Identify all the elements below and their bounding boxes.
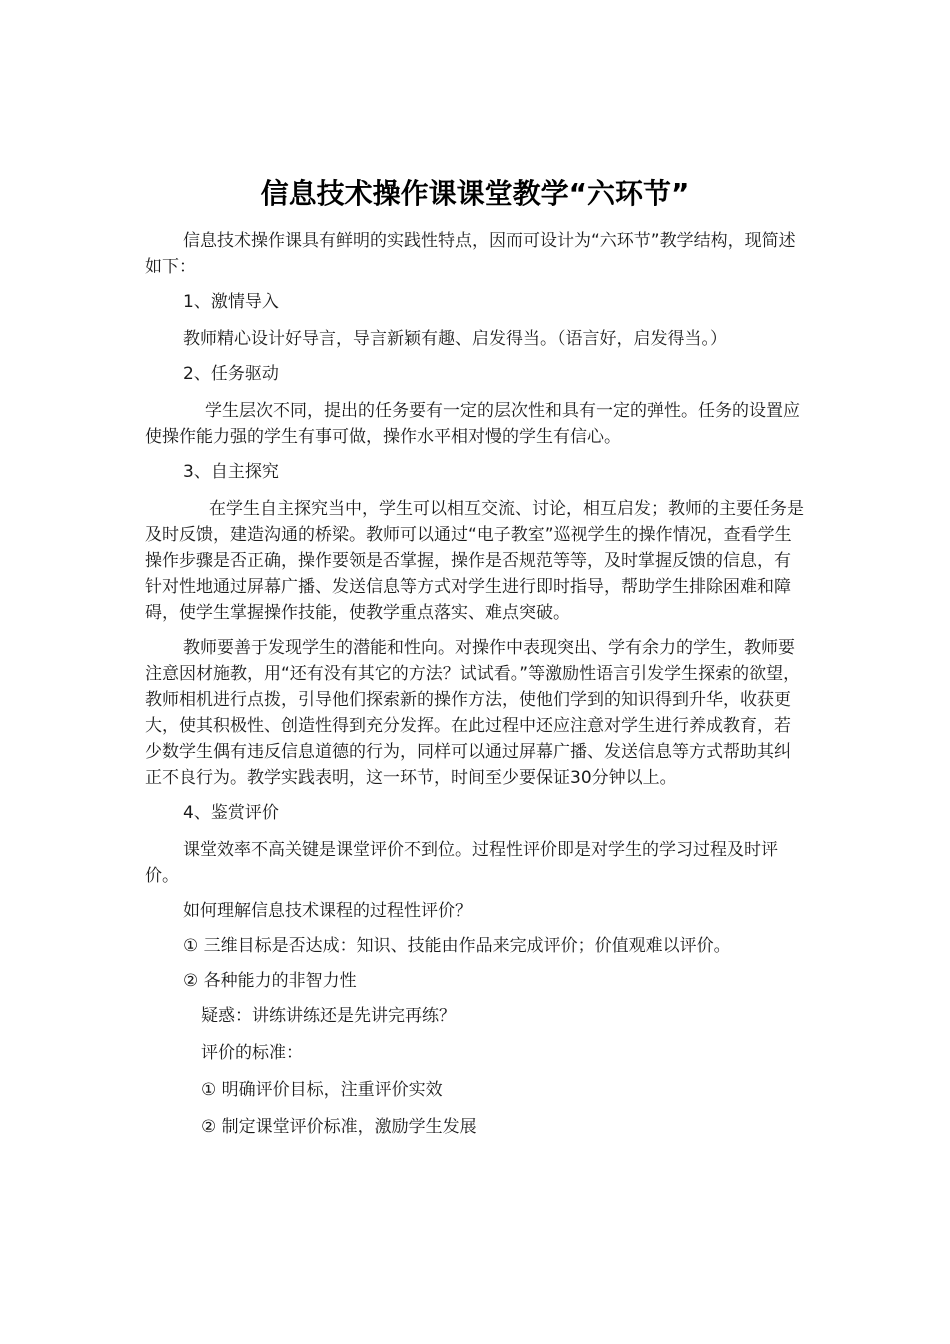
section-4-item-1: ① 三维目标是否达成：知识、技能由作品来完成评价；价值观难以评价。 [183,936,731,956]
criteria-label: 评价的标准： [201,1043,303,1063]
document-title: 信息技术操作课课堂教学“六环节” [260,177,690,210]
section-2-paragraph: 学生层次不同，提出的任务要有一定的层次性和具有一定的弹性。任务的设置应使操作能力强的学生有事可做，操作水平相对慢的学生有信心。 [145,401,800,447]
criteria-item-1: ① 明确评价目标，注重评价实效 [201,1080,443,1100]
section-3-paragraph-1: 在学生自主探究当中，学生可以相互交流、讨论，相互启发；教师的主要任务是及时反馈，建造沟通的桥梁。教师可以通过“电子教室”巡视学生的操作情况，查看学生操作步骤是否正确，操作要领是否掌握，操作是否规范等等，及时掌握反馈的信息，有针对性地通过屏幕广播、发送信息等方式对学生进行即时指导，帮助学生排除困难和障碍，使学生掌握操作技能，使教学重点落实、难点突破。 [145,499,804,623]
section-heading-4: 4、鉴赏评价 [183,803,279,823]
doubt-line: 疑惑：讲练讲练还是先讲完再练？ [201,1006,456,1026]
section-4-item-2: ② 各种能力的非智力性 [183,971,357,991]
section-heading-1: 1、激情导入 [183,292,279,312]
section-4-question: 如何理解信息技术课程的过程性评价？ [183,901,472,921]
section-1-paragraph: 教师精心设计好导言，导言新颖有趣、启发得当。（语言好，启发得当。） [183,329,727,349]
intro-paragraph: 信息技术操作课具有鲜明的实践性特点，因而可设计为“六环节”教学结构，现简述如下： [145,231,796,277]
section-heading-3: 3、自主探究 [183,462,279,482]
document-body [145,228,805,1151]
section-4-paragraph-1: 课堂效率不高关键是课堂评价不到位。过程性评价即是对学生的学习过程及时评价。 [145,840,778,886]
section-3-paragraph-2: 教师要善于发现学生的潜能和性向。对操作中表现突出、学有余力的学生，教师要注意因材施教，用“还有没有其它的方法？试试看。”等激励性语言引发学生探索的欲望，教师相机进行点拨，引导他们探索新的操作方法，使他们学到的知识得到升华，收获更大，使其积极性、创造性得到充分发挥。在此过程中还应注意对学生进行养成教育，若少数学生偶有违反信息道德的行为，同样可以通过屏幕广播、发送信息等方式帮助其纠正不良行为。教学实践表明，这一环节，时间至少要保证30分钟以上。 [145,638,801,788]
criteria-item-2: ② 制定课堂评价标准，激励学生发展 [201,1117,477,1137]
section-heading-2: 2、任务驱动 [183,364,279,384]
